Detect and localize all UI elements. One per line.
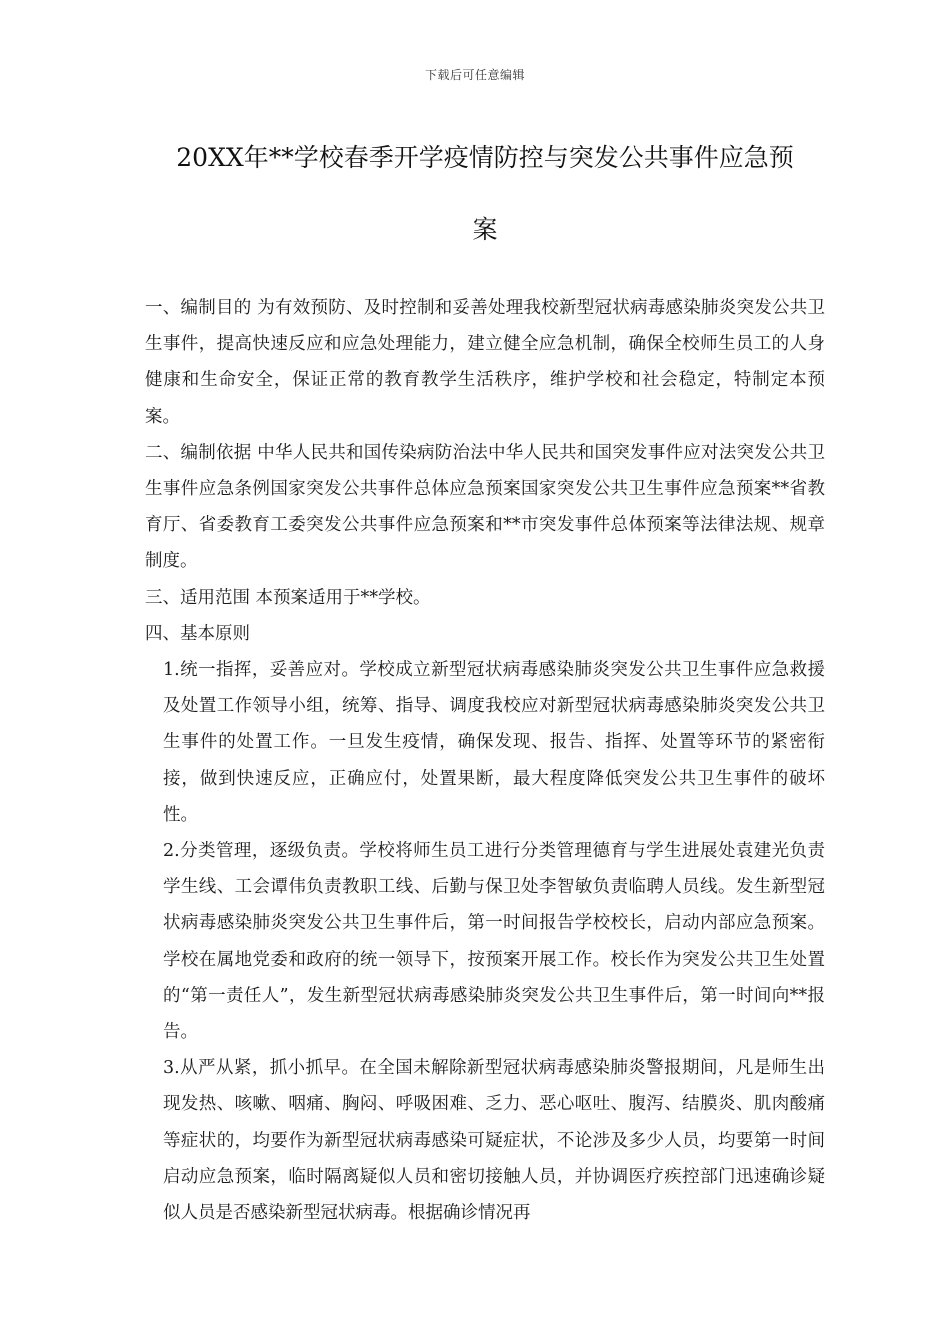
document-body (145, 290, 825, 1231)
paragraph-principle-3: 3.从严从紧，抓小抓早。在全国未解除新型冠状病毒感染肺炎警报期间，凡是师生出现发热、咳嗽、咽痛、胸闷、呼吸困难、乏力、恶心呕吐、腹泻、结膜炎、肌肉酸痛等症状的，均要作为新型冠状病毒感染可疑症状，不论涉及多少人员，均要第一时间启动应急预案，临时隔离疑似人员和密切接触人员，并协调医疗疾控部门迅速确诊疑似人员是否感染新型冠状病毒。根据确诊情况再 (163, 1058, 825, 1224)
paragraph-principles-heading: 四、基本原则 (145, 623, 250, 644)
paragraph-principle-1: 1.统一指挥，妥善应对。学校成立新型冠状病毒感染肺炎突发公共卫生事件应急救援及处置工作领导小组，统筹、指导、调度我校应对新型冠状病毒感染肺炎突发公共卫生事件的处置工作。一旦发生疫情，确保发现、报告、指挥、处置等环节的紧密衔接，做到快速反应，正确应付，处置果断，最大程度降低突发公共卫生事件的破坏性。 (163, 660, 825, 825)
paragraph-scope: 三、适用范围 本预案适用于**学校。 (145, 587, 431, 608)
header-note: 下载后可任意编辑 (424, 68, 525, 82)
paragraph-basis: 二、编制依据 中华人民共和国传染病防治法中华人民共和国突发事件应对法突发公共卫生事件应急条例国家突发公共事件总体应急预案国家突发公共卫生事件应急预案**省教育厅、省委教育工委突发公共事件应急预案和**市突发事件总体预案等法律法规、规章制度。 (145, 442, 825, 572)
paragraph-purpose: 一、编制目的 为有效预防、及时控制和妥善处理我校新型冠状病毒感染肺炎突发公共卫生事件，提高快速反应和应急处理能力，建立健全应急机制，确保全校师生员工的人身健康和生命安全，保证正常的教育教学生活秩序，维护学校和社会稳定，特制定本预案。 (145, 298, 825, 427)
document-title-line-1: 20XX年**学校春季开学疫情防控与突发公共事件应急预 (176, 143, 794, 172)
paragraph-principle-2: 2.分类管理，逐级负责。学校将师生员工进行分类管理德育与学生进展处袁建光负责学生线、工会谭伟负责教职工线、后勤与保卫处李智敏负责临聘人员线。发生新型冠状病毒感染肺炎突发公共卫生事件后，第一时间报告学校校长，启动内部应急预案。学校在属地党委和政府的统一领导下，按预案开展工作。校长作为突发公共卫生处置的“第一责任人”，发生新型冠状病毒感染肺炎突发公共卫生事件后，第一时间向**报告。 (163, 841, 825, 1043)
document-title-line-2: 案 (472, 215, 498, 244)
